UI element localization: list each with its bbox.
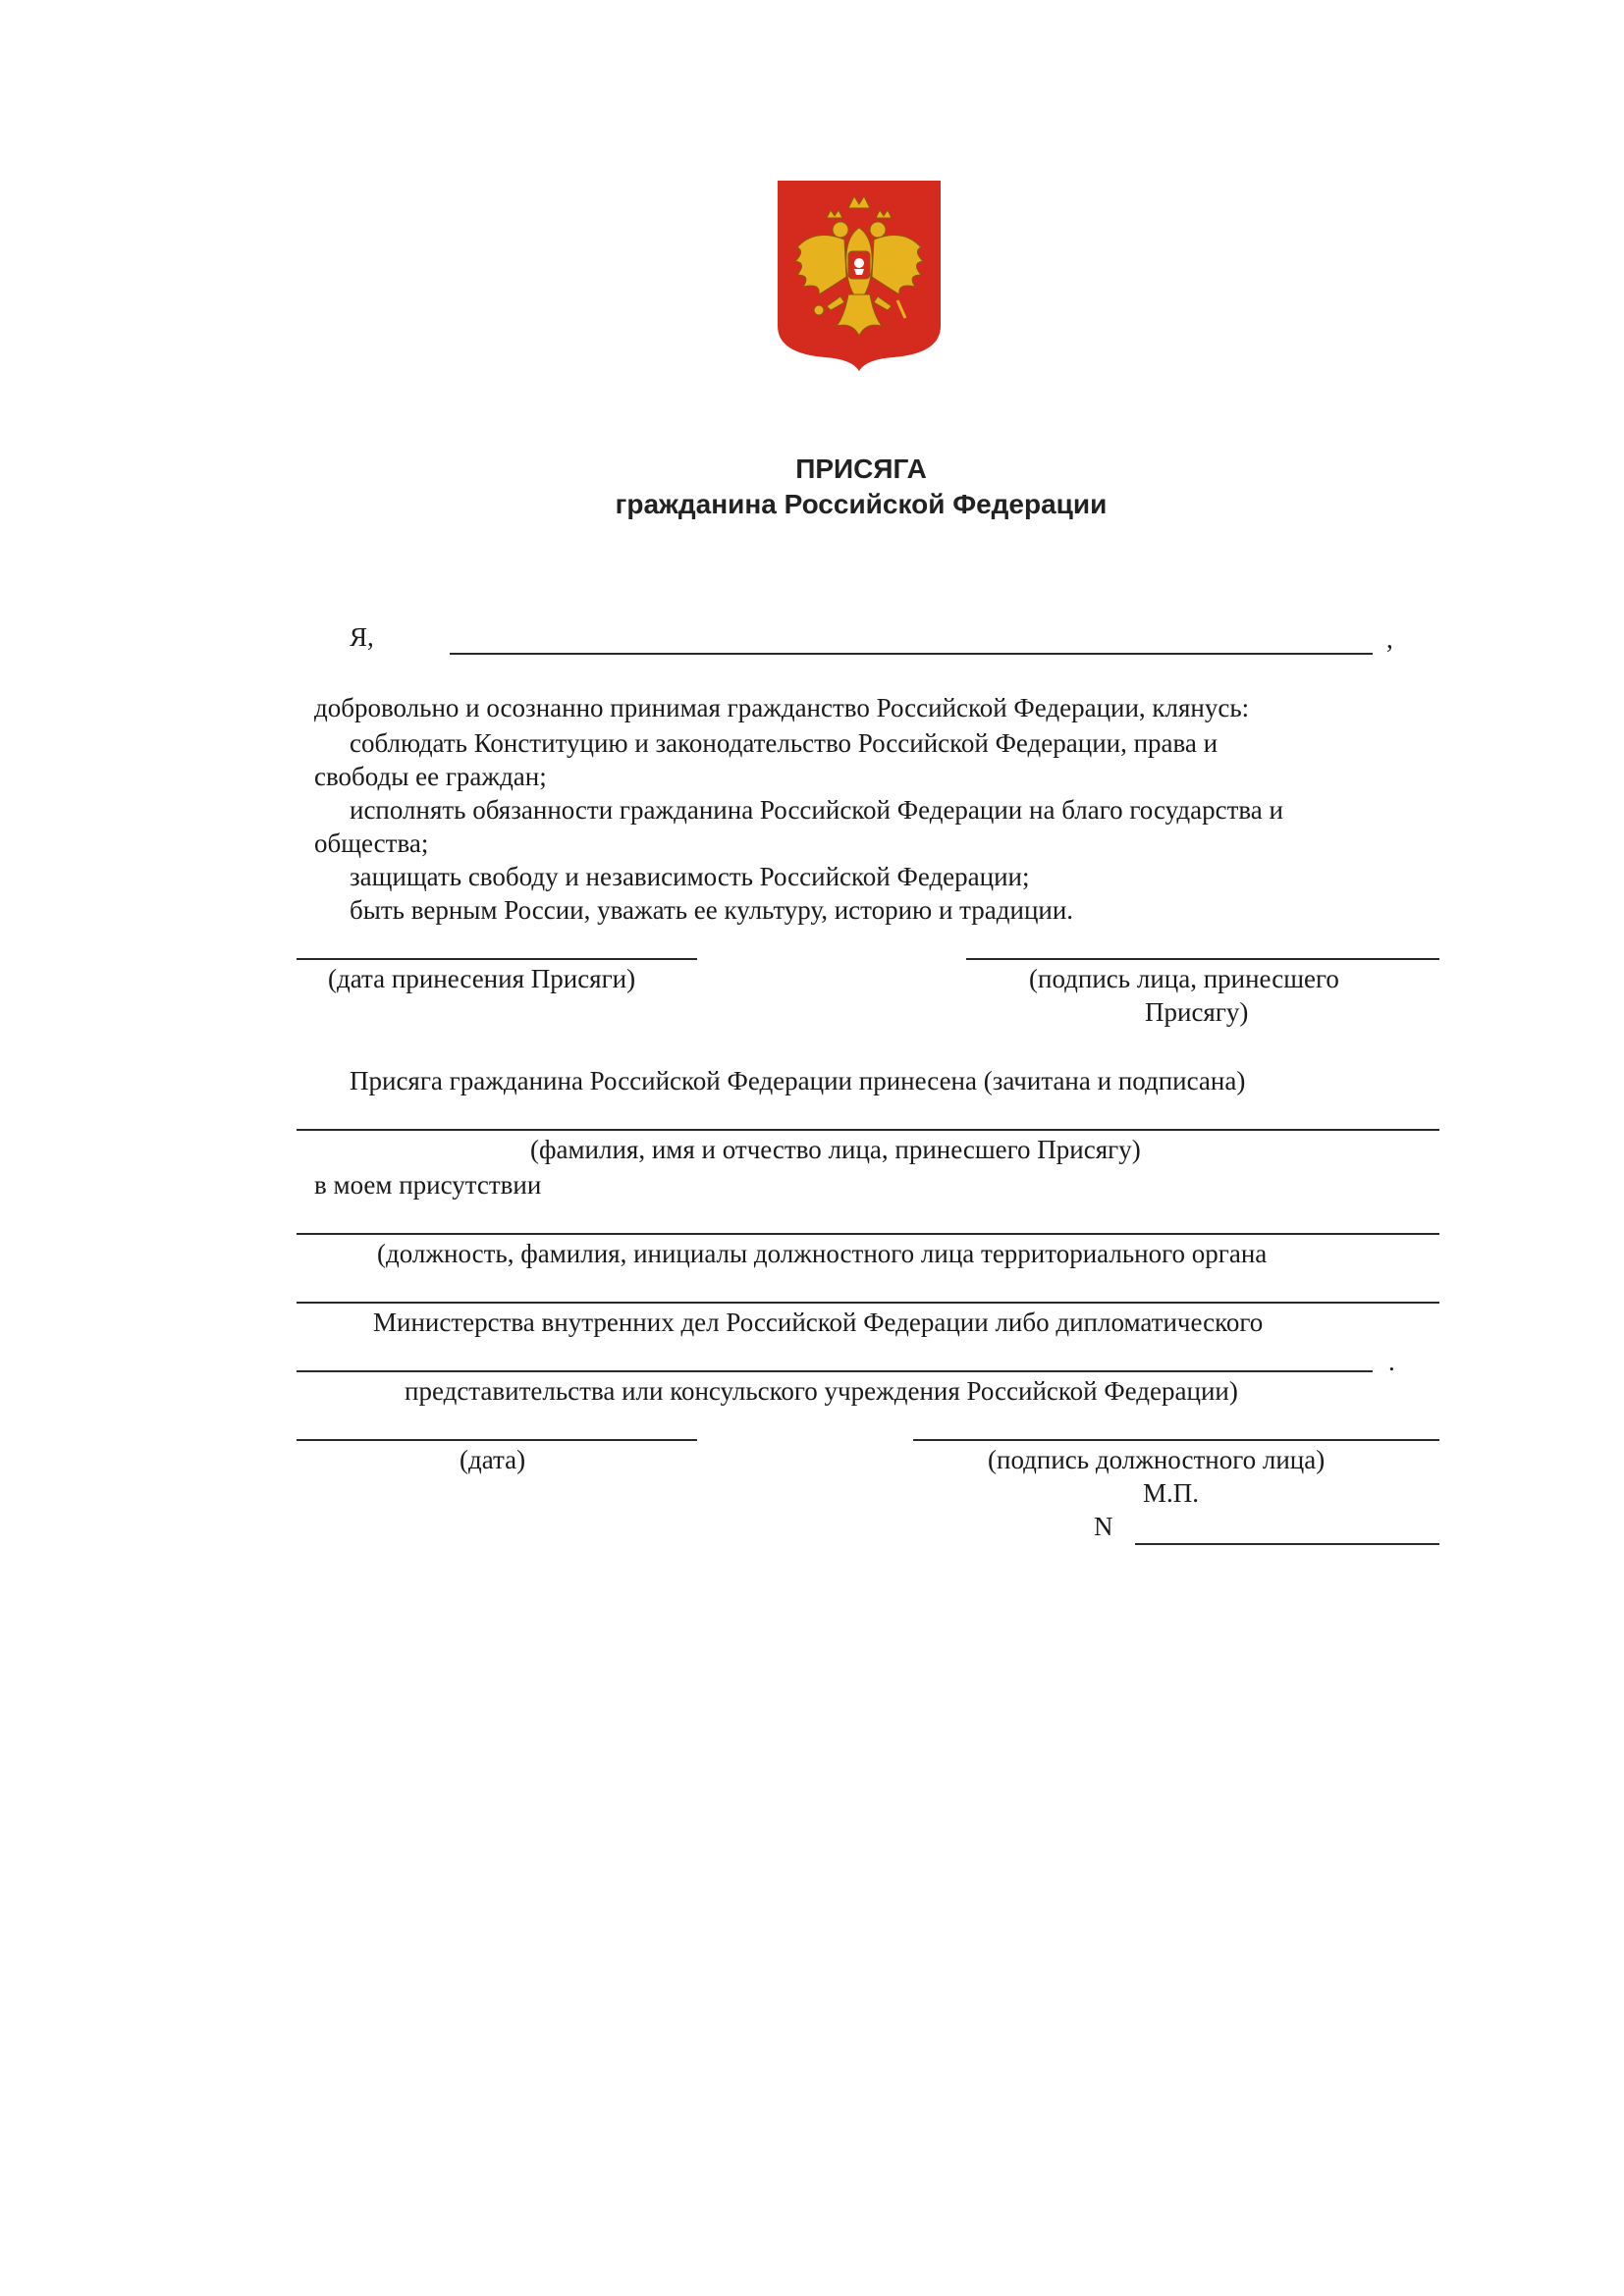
document-subtitle: гражданина Российской Федерации xyxy=(615,489,1108,519)
official-signature-line xyxy=(913,1439,1439,1441)
seal-placeholder: М.П. xyxy=(1143,1478,1200,1508)
number-fill-line xyxy=(1135,1543,1439,1545)
oath-signature-caption-2: Присягу) xyxy=(1145,997,1249,1027)
oath-taken-statement: Присяга гражданина Российской Федерации принесена (зачитана и подписана) xyxy=(350,1066,1246,1095)
oath-date-caption: (дата принесения Присяги) xyxy=(328,964,636,993)
official-fill-line-1 xyxy=(297,1233,1439,1235)
fio-fill-line xyxy=(297,1129,1439,1131)
coat-of-arms-emblem xyxy=(776,179,943,371)
name-fill-line xyxy=(450,653,1373,655)
oath-line-2: соблюдать Конституцию и законодательство Российской Федерации, права и xyxy=(350,728,1218,758)
official-date-caption: (дата) xyxy=(460,1445,526,1474)
oath-line-6: защищать свободу и независимость Российской Федерации; xyxy=(350,862,1030,891)
name-trailing-comma: , xyxy=(1386,624,1393,654)
official-caption-1: (должность, фамилия, инициалы должностного лица территориального органа xyxy=(377,1239,1268,1268)
oath-line-1: добровольно и осознанно принимая гражданство Российской Федерации, клянусь: xyxy=(314,693,1250,722)
oath-signature-line xyxy=(966,958,1439,960)
oath-line-5: общества; xyxy=(314,828,429,858)
official-signature-caption: (подпись должностного лица) xyxy=(988,1445,1326,1474)
official-line-dot: . xyxy=(1388,1347,1395,1376)
oath-line-4: исполнять обязанности гражданина Российской Федерации на благо государства и xyxy=(350,795,1283,825)
official-date-line xyxy=(297,1439,697,1441)
official-caption-2: Министерства внутренних дел Российской Федерации либо дипломатического xyxy=(373,1308,1264,1337)
oath-intro: Я, xyxy=(350,622,374,652)
oath-line-7: быть верным России, уважать ее культуру, историю и традиции. xyxy=(350,895,1074,925)
fio-caption: (фамилия, имя и отчество лица, принесшего Присягу) xyxy=(530,1135,1141,1164)
official-fill-line-2 xyxy=(297,1302,1439,1304)
oath-signature-caption: (подпись лица, принесшего xyxy=(1029,964,1339,993)
official-caption-3: представительства или консульского учреждения Российской Федерации) xyxy=(405,1376,1238,1406)
number-label: N xyxy=(1094,1512,1113,1541)
presence-text: в моем присутствии xyxy=(314,1170,542,1200)
oath-line-3: свободы ее граждан; xyxy=(314,762,547,791)
official-fill-line-3 xyxy=(297,1370,1373,1372)
oath-date-line xyxy=(297,958,697,960)
document-title: ПРИСЯГА xyxy=(795,454,927,484)
